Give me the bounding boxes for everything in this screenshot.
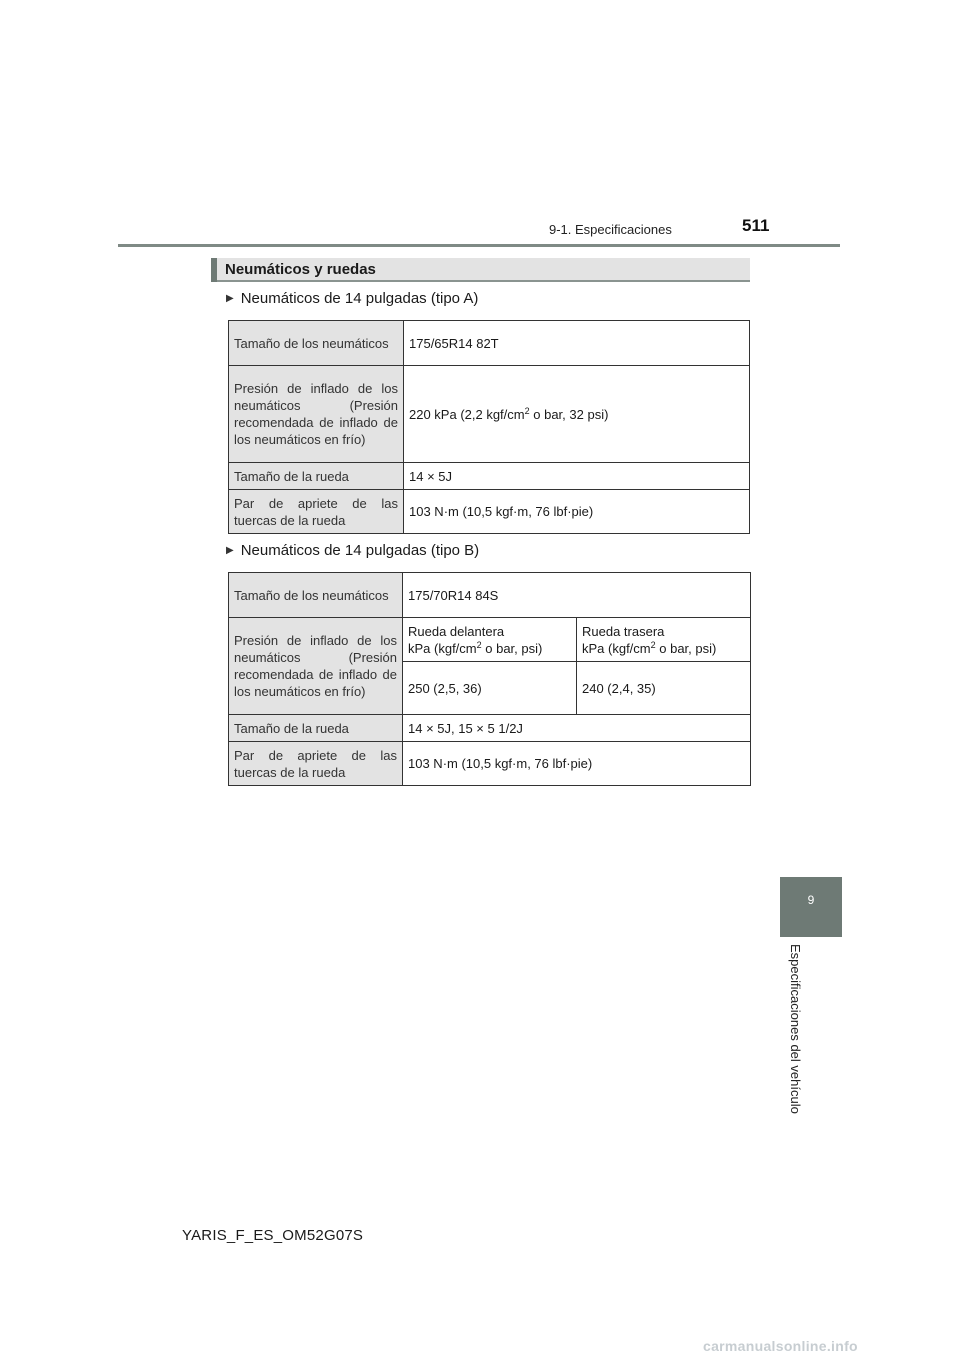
rear-wheel-header (577, 618, 751, 662)
table-value: 175/70R14 84S (403, 573, 751, 618)
header-rule (118, 244, 840, 247)
value-text: kPa (kgf/cm (408, 640, 477, 656)
front-wheel-unit (408, 640, 571, 657)
superscript: 2 (524, 405, 530, 416)
page-number: 511 (742, 216, 770, 235)
table-label: Par de apriete de las tuercas de la rueda (229, 490, 404, 534)
table-a-heading-text: Neumáticos de 14 pulgadas (tipo A) (240, 290, 479, 307)
table-row (229, 463, 750, 490)
triangle-arrow-icon: ▶ (226, 545, 234, 556)
table-row (229, 618, 751, 662)
table-label: Par de apriete de las tuercas de la rueda (229, 742, 403, 786)
table-label: Tamaño de la rueda (229, 715, 403, 742)
section-heading (211, 258, 750, 282)
table-label: Presión de inflado de los neumáticos (Presión recomendada de inflado de los neumáticos en frío) (229, 366, 404, 463)
table-value: 103 N·m (10,5 kgf·m, 76 lbf·pie) (403, 742, 751, 786)
superscript: 2 (476, 639, 482, 650)
value-text: 220 kPa (2,2 kgf/cm (409, 406, 525, 422)
header-section-title: 9-1. Especificaciones (549, 222, 672, 237)
document-code: YARIS_F_ES_OM52G07S (182, 1227, 364, 1244)
rear-wheel-value: 240 (2,4, 35) (577, 662, 751, 715)
front-wheel-value: 250 (2,5, 36) (403, 662, 577, 715)
table-b-heading (226, 542, 479, 559)
value-text: o bar, psi) (655, 640, 717, 656)
chapter-tab: 9 (780, 877, 842, 937)
table-value: 103 N·m (10,5 kgf·m, 76 lbf·pie) (404, 490, 750, 534)
triangle-arrow-icon: ▶ (226, 293, 234, 304)
value-text: kPa (kgf/cm (582, 640, 651, 656)
table-label: Presión de inflado de los neumáticos (Presión recomendada de inflado de los neumáticos en frío) (229, 618, 403, 715)
watermark: carmanualsonline.info (703, 1338, 858, 1354)
table-value: 14 × 5J, 15 × 5 1/2J (403, 715, 751, 742)
section-heading-bar (211, 258, 217, 282)
table-row (229, 715, 751, 742)
table-b-heading-text: Neumáticos de 14 pulgadas (tipo B) (240, 542, 480, 559)
table-row (229, 742, 751, 786)
table-label: Tamaño de la rueda (229, 463, 404, 490)
table-row (229, 366, 750, 463)
table-value: 175/65R14 82T (404, 321, 750, 366)
value-text: o bar, 32 psi) (529, 406, 609, 422)
table-label: Tamaño de los neumáticos (229, 321, 404, 366)
table-a (228, 320, 750, 534)
value-text: o bar, psi) (481, 640, 543, 656)
table-b (228, 572, 751, 786)
table-row (229, 490, 750, 534)
table-a-heading (226, 290, 478, 307)
table-label: Tamaño de los neumáticos (229, 573, 403, 618)
front-wheel-header (403, 618, 577, 662)
table-value: 14 × 5J (404, 463, 750, 490)
front-wheel-title: Rueda delantera (408, 623, 505, 639)
rear-wheel-unit (582, 640, 745, 657)
section-heading-title: Neumáticos y ruedas (225, 261, 376, 278)
table-value (404, 366, 750, 463)
table-row (229, 321, 750, 366)
rear-wheel-title: Rueda trasera (582, 623, 665, 639)
superscript: 2 (650, 639, 656, 650)
chapter-caption: Especificaciones del vehículo (788, 944, 803, 1114)
table-row (229, 573, 751, 618)
